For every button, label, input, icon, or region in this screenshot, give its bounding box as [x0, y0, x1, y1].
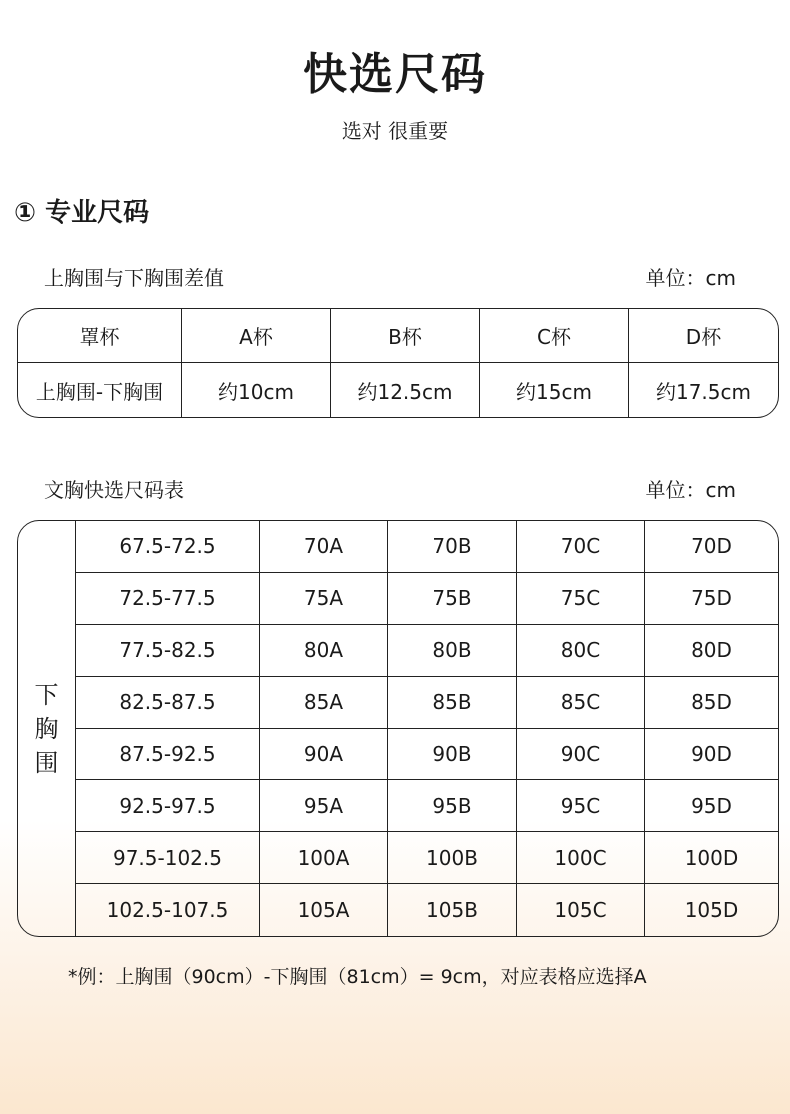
size-cell: 90C	[517, 729, 645, 781]
size-grid	[76, 521, 778, 936]
size-cell: 105C	[517, 884, 645, 936]
underbust-range-cell: 67.5-72.5	[76, 521, 260, 573]
cup-table-caption-row	[44, 262, 736, 291]
underbust-range-cell: 77.5-82.5	[76, 625, 260, 677]
size-cell: 90A	[260, 729, 388, 781]
underbust-range-cell: 92.5-97.5	[76, 780, 260, 832]
example-footnote: *例：上胸围（90cm）-下胸围（81cm）= 9cm，对应表格应选择A	[68, 966, 647, 988]
size-cell: 80B	[388, 625, 517, 677]
size-cell: 75A	[260, 573, 388, 625]
size-cell: 70D	[645, 521, 778, 573]
size-cell: 85B	[388, 677, 517, 729]
underbust-range-cell: 87.5-92.5	[76, 729, 260, 781]
size-chart-table	[17, 520, 779, 937]
size-cell: 105A	[260, 884, 388, 936]
underbust-range-cell: 72.5-77.5	[76, 573, 260, 625]
cup-header-d: D杯	[629, 309, 778, 363]
size-cell: 90D	[645, 729, 778, 781]
size-cell: 100A	[260, 832, 388, 884]
cup-header-b: B杯	[331, 309, 480, 363]
underbust-side-label	[18, 521, 76, 936]
cup-diff-a: 约10cm	[182, 363, 331, 417]
side-label-char: 胸	[34, 714, 59, 743]
size-cell: 85A	[260, 677, 388, 729]
cup-header-label: 罩杯	[18, 309, 182, 363]
size-cell: 75D	[645, 573, 778, 625]
cup-table-unit: 单位：cm	[645, 266, 736, 290]
cup-row-label: 上胸围-下胸围	[18, 363, 182, 417]
size-cell: 85C	[517, 677, 645, 729]
size-cell: 95C	[517, 780, 645, 832]
size-cell: 70A	[260, 521, 388, 573]
size-cell: 75C	[517, 573, 645, 625]
size-cell: 100B	[388, 832, 517, 884]
page-subtitle: 选对 很重要	[341, 119, 449, 143]
underbust-range-cell: 82.5-87.5	[76, 677, 260, 729]
size-cell: 105D	[684, 898, 739, 923]
size-cell: 95A	[260, 780, 388, 832]
underbust-range-cell: 97.5-102.5	[76, 832, 260, 884]
side-label-char: 围	[34, 748, 59, 777]
cup-diff-b: 约12.5cm	[331, 363, 480, 417]
size-cell: 80D	[645, 625, 778, 677]
size-cell: 80C	[517, 625, 645, 677]
page-title: 快选尺码	[303, 49, 487, 100]
cup-diff-d: 约17.5cm	[655, 379, 751, 404]
size-cell: 70B	[388, 521, 517, 573]
cup-table-caption: 上胸围与下胸围差值	[44, 266, 224, 290]
section-heading: ① 专业尺码	[14, 198, 150, 228]
side-label-char: 下	[34, 680, 59, 709]
cup-header-c: C杯	[480, 309, 629, 363]
size-cell: 75B	[388, 573, 517, 625]
size-cell: 95D	[645, 780, 778, 832]
size-cell: 70C	[517, 521, 645, 573]
size-cell: 105B	[388, 884, 517, 936]
cup-diff-c: 约15cm	[480, 363, 629, 417]
size-table-caption-row	[44, 474, 736, 503]
size-table-unit: 单位：cm	[645, 478, 736, 502]
size-cell: 95B	[388, 780, 517, 832]
underbust-range-cell: 102.5-107.5	[76, 884, 260, 936]
size-cell: 85D	[645, 677, 778, 729]
size-cell: 80A	[260, 625, 388, 677]
size-cell: 100C	[517, 832, 645, 884]
size-table-caption: 文胸快选尺码表	[44, 478, 184, 502]
cup-difference-table	[17, 308, 779, 418]
size-cell: 100D	[645, 832, 778, 884]
cup-header-a: A杯	[182, 309, 331, 363]
size-cell: 90B	[388, 729, 517, 781]
